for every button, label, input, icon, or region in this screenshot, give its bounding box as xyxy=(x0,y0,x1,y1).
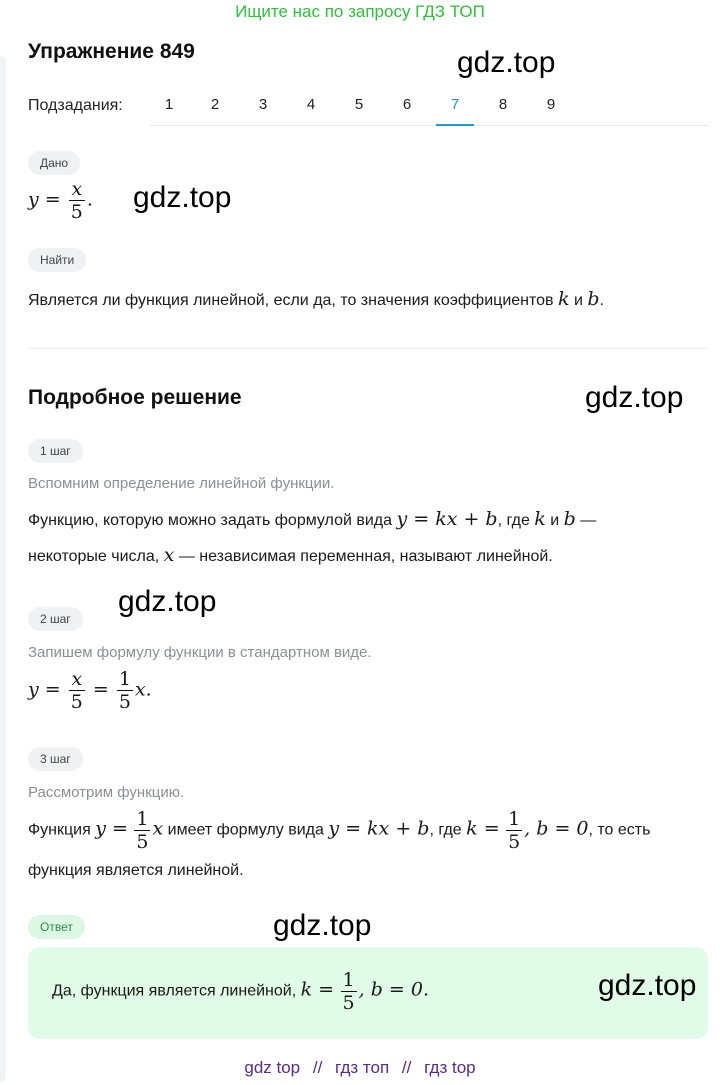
given-fraction xyxy=(69,178,85,223)
page-title: Упражнение 849 xyxy=(28,40,195,63)
step2-equals: = xyxy=(92,678,109,701)
footer-link-gdz-top-mixed[interactable]: гдз top xyxy=(424,1058,476,1077)
step2-num2: 1 xyxy=(118,668,131,690)
subtasks-label: Подзадания: xyxy=(28,97,123,114)
tab-4[interactable]: 4 xyxy=(306,96,316,113)
step3-x: x xyxy=(152,817,164,840)
step3-k-eq: k = xyxy=(466,817,500,840)
answer-k-eq: k = xyxy=(300,978,335,1001)
step1-dash: — xyxy=(580,512,597,529)
find-end: . xyxy=(599,292,604,309)
step2-fraction-1 xyxy=(69,668,85,713)
answer-fraction xyxy=(341,969,357,1014)
step2-badge: 2 шаг xyxy=(28,607,83,631)
top-banner[interactable]: Ищите нас по запросу ГДЗ ТОП xyxy=(235,2,485,21)
step3-that-is: , то есть xyxy=(588,821,651,839)
step1-line2-rest: — независимая переменная, называют линейной. xyxy=(178,548,553,565)
exercise-card xyxy=(0,26,720,1058)
step1-where: , где xyxy=(497,512,530,529)
answer-box xyxy=(28,947,708,1039)
step3-b-eq: , b = 0 xyxy=(524,817,589,840)
step2-tail: x. xyxy=(134,678,152,701)
step2-num1: x xyxy=(71,668,83,690)
given-formula xyxy=(28,178,93,223)
tab-2[interactable]: 2 xyxy=(210,96,220,113)
find-b: b xyxy=(587,288,600,310)
tabs-underline xyxy=(150,125,708,126)
find-question: Является ли функция линейной, если да, то значения коэффициентов xyxy=(28,292,554,309)
answer-num: 1 xyxy=(342,969,355,991)
step3-y-eq: y = xyxy=(95,817,128,840)
watermark: gdz.top xyxy=(273,909,372,942)
step1-x: x xyxy=(163,544,175,566)
step2-den1: 5 xyxy=(70,691,83,713)
step1-line1 xyxy=(28,508,596,530)
card-left-edge xyxy=(0,56,6,1082)
step3-has-form: имеет формулу вида xyxy=(167,821,324,839)
step1-line2 xyxy=(28,544,553,566)
step3-where: , где xyxy=(429,821,462,839)
tab-6[interactable]: 6 xyxy=(402,96,412,113)
given-numerator: x xyxy=(71,178,83,200)
step3-line1 xyxy=(28,808,650,853)
footer-link-gdz-top-ru[interactable]: гдз топ xyxy=(335,1058,390,1077)
tab-8[interactable]: 8 xyxy=(498,96,508,113)
given-trail: . xyxy=(86,188,93,211)
tab-1[interactable]: 1 xyxy=(164,96,174,113)
tab-3[interactable]: 3 xyxy=(258,96,268,113)
given-badge: Дано xyxy=(28,151,80,175)
watermark: gdz.top xyxy=(118,585,217,618)
step1-line1-text: Функцию, которую можно задать формулой вида xyxy=(28,512,393,529)
step3-hint: Рассмотрим функцию. xyxy=(28,784,185,801)
footer-separator: // xyxy=(312,1058,323,1077)
answer-badge: Ответ xyxy=(28,915,85,939)
step3-num: 1 xyxy=(136,808,149,830)
step1-k: k xyxy=(534,508,546,530)
step3-num2: 1 xyxy=(508,808,521,830)
step1-formula: y = kx + b xyxy=(396,508,498,530)
tab-5[interactable]: 5 xyxy=(354,96,364,113)
tab-9[interactable]: 9 xyxy=(546,96,556,113)
tab-7[interactable]: 7 xyxy=(436,95,474,126)
find-badge: Найти xyxy=(28,248,86,272)
step1-and: и xyxy=(550,512,560,529)
step3-den: 5 xyxy=(136,831,149,853)
footer-links xyxy=(0,1058,720,1078)
answer-b-eq: , b = 0. xyxy=(358,978,429,1001)
answer-den: 5 xyxy=(342,992,355,1014)
watermark: gdz.top xyxy=(457,46,556,79)
step3-badge: 3 шаг xyxy=(28,747,83,771)
step1-line2-text: некоторые числа, xyxy=(28,548,160,565)
step1-hint: Вспомним определение линейной функции. xyxy=(28,475,335,492)
answer-text xyxy=(52,969,429,1014)
step1-badge: 1 шаг xyxy=(28,439,83,463)
find-and: и xyxy=(573,292,583,309)
watermark: gdz.top xyxy=(585,381,684,414)
step3-line2: функция является линейной. xyxy=(28,862,244,879)
step3-den2: 5 xyxy=(508,831,521,853)
step2-fraction-2 xyxy=(117,668,133,713)
step2-den2: 5 xyxy=(118,691,131,713)
step3-formula: y = kx + b xyxy=(328,817,430,840)
answer-sentence: Да, функция является линейной, xyxy=(52,982,297,1000)
step3-fraction-2 xyxy=(506,808,522,853)
given-denominator: 5 xyxy=(70,201,83,223)
section-divider xyxy=(28,348,708,349)
step3-function-word: Функция xyxy=(28,821,91,839)
footer-link-gdz-top[interactable]: gdz top xyxy=(244,1058,301,1077)
step2-hint: Запишем формулу функции в стандартном виде. xyxy=(28,644,372,661)
footer-separator: // xyxy=(401,1058,412,1077)
solution-title: Подробное решение xyxy=(28,386,242,409)
subtasks-nav xyxy=(28,95,708,127)
step3-fraction-1 xyxy=(134,808,150,853)
step2-lhs: y = xyxy=(28,678,61,701)
step1-b: b xyxy=(563,508,576,530)
find-k: k xyxy=(557,288,570,310)
find-text xyxy=(28,288,604,310)
given-lhs: y = xyxy=(28,188,61,211)
watermark: gdz.top xyxy=(598,969,697,1002)
watermark: gdz.top xyxy=(133,181,232,214)
step2-formula xyxy=(28,668,152,713)
